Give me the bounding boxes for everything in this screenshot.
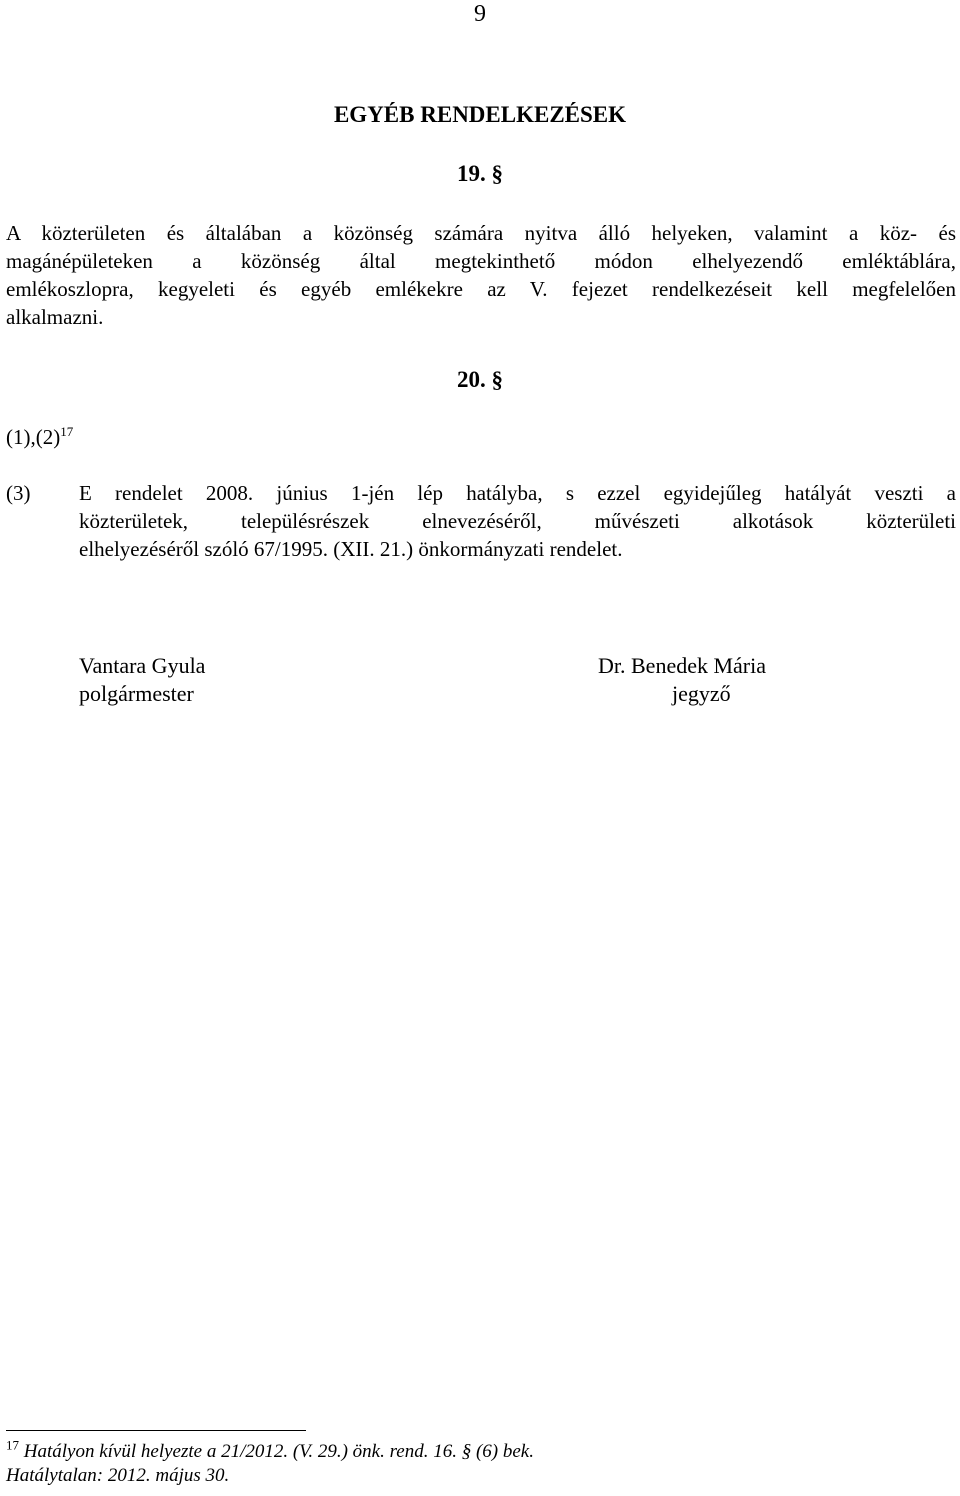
paragraph-line: E rendelet 2008. június 1-jén lép hatályba, s ezzel egyidejűleg hatályát veszti a bbox=[79, 481, 956, 505]
paragraph-line: magánépületeken a közönség által megtekinthető módon elhelyezendő emléktáblára, bbox=[6, 249, 956, 273]
paragraph-line: A közterületen és általában a közönség számára nyitva álló helyeken, valamint a köz- és bbox=[6, 221, 956, 245]
signature-left bbox=[79, 652, 205, 708]
chapter-title: EGYÉB RENDELKEZÉSEK bbox=[333, 102, 627, 127]
signature-right-name: Dr. Benedek Mária bbox=[598, 653, 766, 678]
signature-left-title: polgármester bbox=[79, 681, 194, 706]
footnote-text-1: Hatályon kívül helyezte a 21/2012. (V. 29.) önk. rend. 16. § (6) bek. bbox=[23, 1441, 534, 1462]
footnote-separator bbox=[6, 1430, 306, 1431]
footnote-number: 17 bbox=[6, 1437, 19, 1453]
footnote-line-2: Hatálytalan: 2012. május 30. bbox=[6, 1465, 230, 1486]
signature-right bbox=[598, 652, 798, 708]
item-3-body bbox=[79, 479, 956, 563]
signature-left-name: Vantara Gyula bbox=[79, 653, 206, 678]
paragraph-line: alkalmazni. bbox=[6, 305, 104, 329]
item-3-label: (3) bbox=[6, 481, 31, 505]
section-19-heading: 19. § bbox=[457, 161, 503, 186]
paragraph-line: elhelyezéséről szóló 67/1995. (XII. 21.) önkormányzati rendelet. bbox=[79, 537, 623, 561]
section-19-paragraph bbox=[6, 219, 956, 331]
page-number: 9 bbox=[474, 1, 486, 27]
signature-right-title: jegyző bbox=[672, 681, 731, 706]
repealed-items-label bbox=[6, 423, 73, 451]
footnote bbox=[6, 1437, 534, 1488]
paragraph-line: közterületek, településrészek elnevezéséről, művészeti alkotások közterületi bbox=[79, 509, 956, 533]
paragraph-line: emlékoszlopra, kegyeleti és egyéb emlékekre az V. fejezet rendelkezéseit kell megfelelően bbox=[6, 277, 956, 301]
section-20-heading: 20. § bbox=[457, 367, 503, 392]
footnote-reference[interactable]: 17 bbox=[60, 424, 74, 439]
repealed-items-text: (1),(2) bbox=[6, 425, 61, 449]
footnote-line-1 bbox=[6, 1437, 534, 1464]
